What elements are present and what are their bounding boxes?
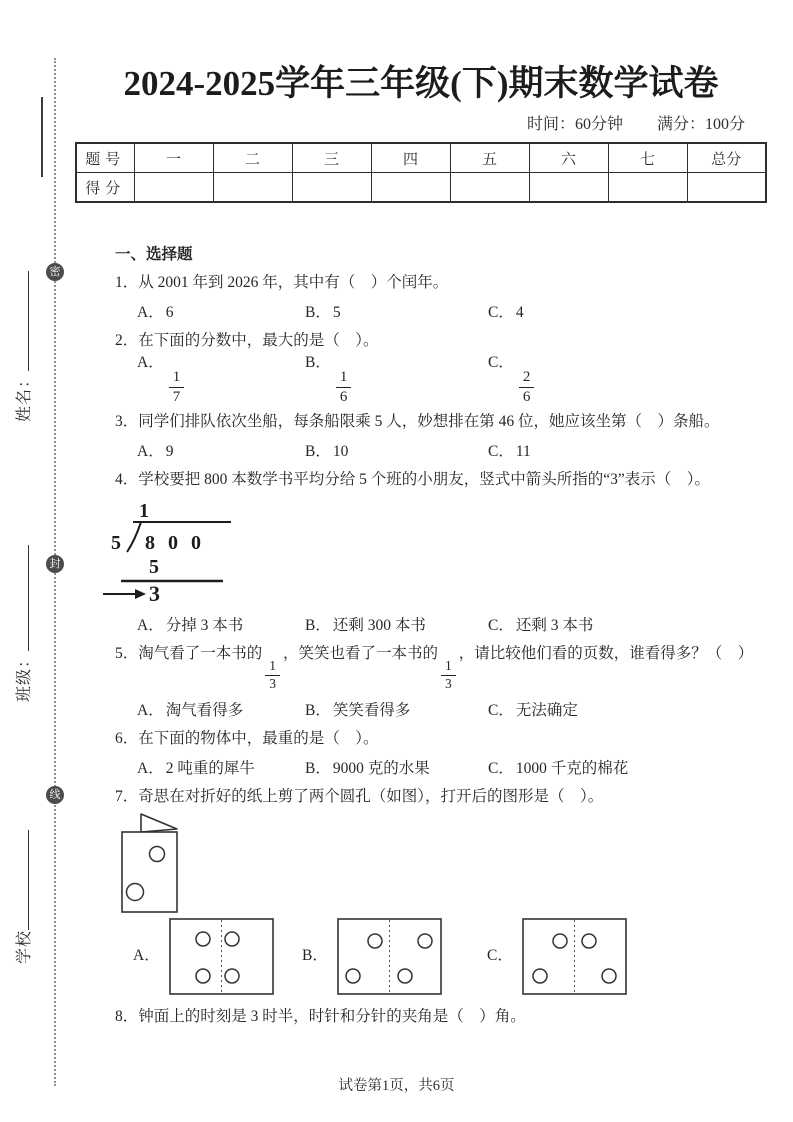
svg-text:5: 5: [111, 532, 121, 554]
seal-badge-feng: 封: [46, 555, 64, 573]
score-cell: [687, 173, 766, 203]
question-options: [115, 615, 770, 637]
option-A: [137, 441, 305, 463]
col-header: 一: [134, 143, 213, 173]
col-header-total: 总分: [687, 143, 766, 173]
seal-badge-xian: 线: [46, 786, 64, 804]
col-header: 三: [292, 143, 371, 173]
option-label: C．: [488, 354, 514, 371]
question-1: [115, 272, 770, 324]
score-cell: [450, 173, 529, 203]
page-title: 2024-2025学年三年级(下)期末数学试卷: [123, 64, 719, 103]
class-label-text: 班级：: [16, 650, 33, 702]
question-options: [115, 700, 770, 722]
question-3: [115, 411, 770, 463]
seal-badge-mi: 密: [46, 263, 64, 281]
option-A: [137, 758, 305, 780]
option-label: B．: [305, 617, 331, 634]
fold-choice-A: [133, 918, 274, 995]
option-text: 还剩 300 本书: [332, 617, 426, 634]
page-footer: 试卷第1页，共6页: [338, 1078, 455, 1094]
score-table: [75, 142, 767, 203]
option-label: A．: [137, 759, 164, 777]
class-label: [14, 545, 35, 702]
option-C: [488, 352, 770, 405]
question-stem: 6．在下面的物体中，最重的是（ ）。: [115, 729, 379, 747]
option-text: 淘气看得多: [165, 701, 244, 719]
fraction-denominator: 7: [172, 388, 181, 405]
fold-choice-svg: [337, 918, 442, 995]
col-header: 七: [608, 143, 687, 173]
exam-meta: [75, 111, 767, 134]
fraction-numerator: 2: [519, 369, 535, 388]
option-A: [137, 352, 305, 405]
option-C: [488, 441, 770, 463]
question-options: [115, 302, 770, 324]
fraction-denominator: 3: [445, 675, 452, 691]
question-options: [115, 758, 770, 780]
long-division-figure: [103, 497, 770, 607]
option-label: B．: [302, 947, 328, 965]
fold-choice-C: [487, 918, 627, 995]
option-C: [488, 302, 770, 324]
option-label: A．: [137, 354, 164, 371]
score-cell: [529, 173, 608, 203]
option-text: 11: [515, 443, 531, 460]
name-label-text: 姓名：: [16, 370, 33, 422]
option-B: [305, 615, 488, 637]
svg-text:1: 1: [139, 500, 149, 522]
long-division-svg: [103, 497, 253, 605]
question-7: [115, 786, 770, 1000]
option-label: A．: [137, 304, 164, 321]
fraction-denominator: 3: [269, 675, 277, 691]
option-A: [137, 700, 305, 722]
fold-choice-svg: [522, 918, 627, 995]
score-cell: [134, 173, 213, 203]
option-label: B．: [305, 701, 331, 719]
fraction: [336, 369, 352, 405]
question-stem: 3．同学们排队依次坐船，每条船限乘 5 人，妙想排在第 46 位，她应该坐第（ ）条船。: [115, 413, 720, 430]
question-8: [115, 1006, 770, 1028]
svg-text:5: 5: [149, 556, 159, 578]
paper-fold-figure: [115, 810, 770, 1000]
option-label: A．: [137, 443, 164, 460]
option-B: [305, 302, 488, 324]
option-label: A．: [133, 947, 160, 965]
option-text: 6: [165, 304, 174, 321]
school-blank-line: [15, 830, 29, 930]
fraction-denominator: 6: [339, 388, 348, 405]
name-blank-line: [15, 271, 29, 371]
option-label: C．: [488, 759, 514, 777]
question-stem: 5．淘气看了一本书的 $\frac{1}{3}$ ，笑笑也看了一本书的 $\frac{1}{3}$ ，请比较他们看的页数，谁看得多？（ ）: [115, 645, 754, 691]
question-2: [115, 330, 770, 405]
question-5: [115, 643, 770, 722]
score-cell: [292, 173, 371, 203]
question-options: [115, 441, 770, 463]
option-text: 9: [165, 443, 174, 460]
option-text: 还剩 3 本书: [515, 617, 594, 634]
fraction-numerator: 1: [169, 369, 185, 388]
school-label: [14, 830, 35, 964]
option-label: C．: [487, 947, 513, 965]
option-text: 1000 千克的棉花: [515, 759, 629, 777]
score-cell: [608, 173, 687, 203]
option-C: [488, 758, 770, 780]
question-stem: 8．钟面上的时刻是 3 时半，时针和分针的夹角是（ ）角。: [115, 1007, 526, 1025]
questions-list: [111, 272, 770, 1028]
question-number-header: 题号: [76, 143, 134, 173]
fraction: [441, 659, 456, 692]
fraction: [265, 659, 280, 692]
fraction-numerator: 1: [265, 659, 280, 676]
score-table-score-row: [76, 173, 766, 203]
fold-choice-svg: [169, 918, 274, 995]
section-title: 一、选择题: [115, 246, 193, 263]
option-text: 5: [332, 304, 341, 321]
option-C: [488, 700, 770, 722]
score-table-header-row: [76, 143, 766, 173]
col-header: 四: [371, 143, 450, 173]
fraction-denominator: 6: [522, 388, 531, 405]
svg-text:8 0 0: 8 0 0: [145, 532, 205, 554]
col-header: 六: [529, 143, 608, 173]
class-blank-line: [15, 545, 29, 651]
question-options: [115, 352, 770, 405]
option-text: 10: [332, 443, 349, 460]
question-4: [111, 469, 770, 637]
option-label: C．: [488, 701, 514, 719]
question-stem: 1．从 2001 年到 2026 年，其中有（ ）个闰年。: [115, 274, 449, 291]
col-header: 二: [213, 143, 292, 173]
question-stem: 4．学校要把 800 本数学书平均分给 5 个班的小朋友，竖式中箭头所指的“3”表示（ ）。: [115, 471, 711, 488]
option-text: 无法确定: [515, 701, 578, 719]
option-B: [305, 352, 488, 405]
question-area: [111, 244, 770, 1028]
option-text: 分掉 3 本书: [165, 617, 244, 634]
score-row-label: 得分: [76, 173, 134, 203]
option-C: [488, 615, 770, 637]
question-stem: 2．在下面的分数中，最大的是（ ）。: [115, 332, 379, 349]
option-B: [305, 441, 488, 463]
fraction: [519, 369, 535, 405]
option-label: B．: [305, 443, 331, 460]
option-text: 4: [515, 304, 524, 321]
option-label: C．: [488, 304, 514, 321]
option-label: C．: [488, 443, 514, 460]
score-cell: [371, 173, 450, 203]
option-text: 9000 克的水果: [332, 759, 430, 777]
fraction-numerator: 1: [441, 659, 456, 676]
option-text: 笑笑看得多: [332, 701, 411, 719]
question-6: [115, 728, 770, 780]
svg-text:3: 3: [149, 581, 160, 605]
fill-in-line: [41, 97, 43, 177]
fraction: [169, 369, 185, 405]
name-label: [14, 271, 35, 422]
option-label: C．: [488, 617, 514, 634]
option-text: 2 吨重的犀牛: [165, 759, 255, 777]
score-cell: [213, 173, 292, 203]
option-label: A．: [137, 701, 164, 719]
option-label: A．: [137, 617, 164, 634]
option-B: [305, 758, 488, 780]
time-limit-label: 时间：60分钟: [526, 116, 623, 133]
option-A: [137, 302, 305, 324]
school-label-text: 学校: [16, 929, 33, 964]
folded-paper-svg: [121, 812, 183, 916]
col-header: 五: [450, 143, 529, 173]
option-A: [137, 615, 305, 637]
option-label: B．: [305, 759, 331, 777]
fold-choice-B: [302, 918, 442, 995]
fraction-numerator: 1: [336, 369, 352, 388]
option-B: [305, 700, 488, 722]
full-score-label: 满分：100分: [656, 116, 745, 133]
question-stem: 7．奇思在对折好的纸上剪了两个圆孔（如图），打开后的图形是（ ）。: [115, 787, 604, 805]
option-label: B．: [305, 354, 331, 371]
option-label: B．: [305, 304, 331, 321]
